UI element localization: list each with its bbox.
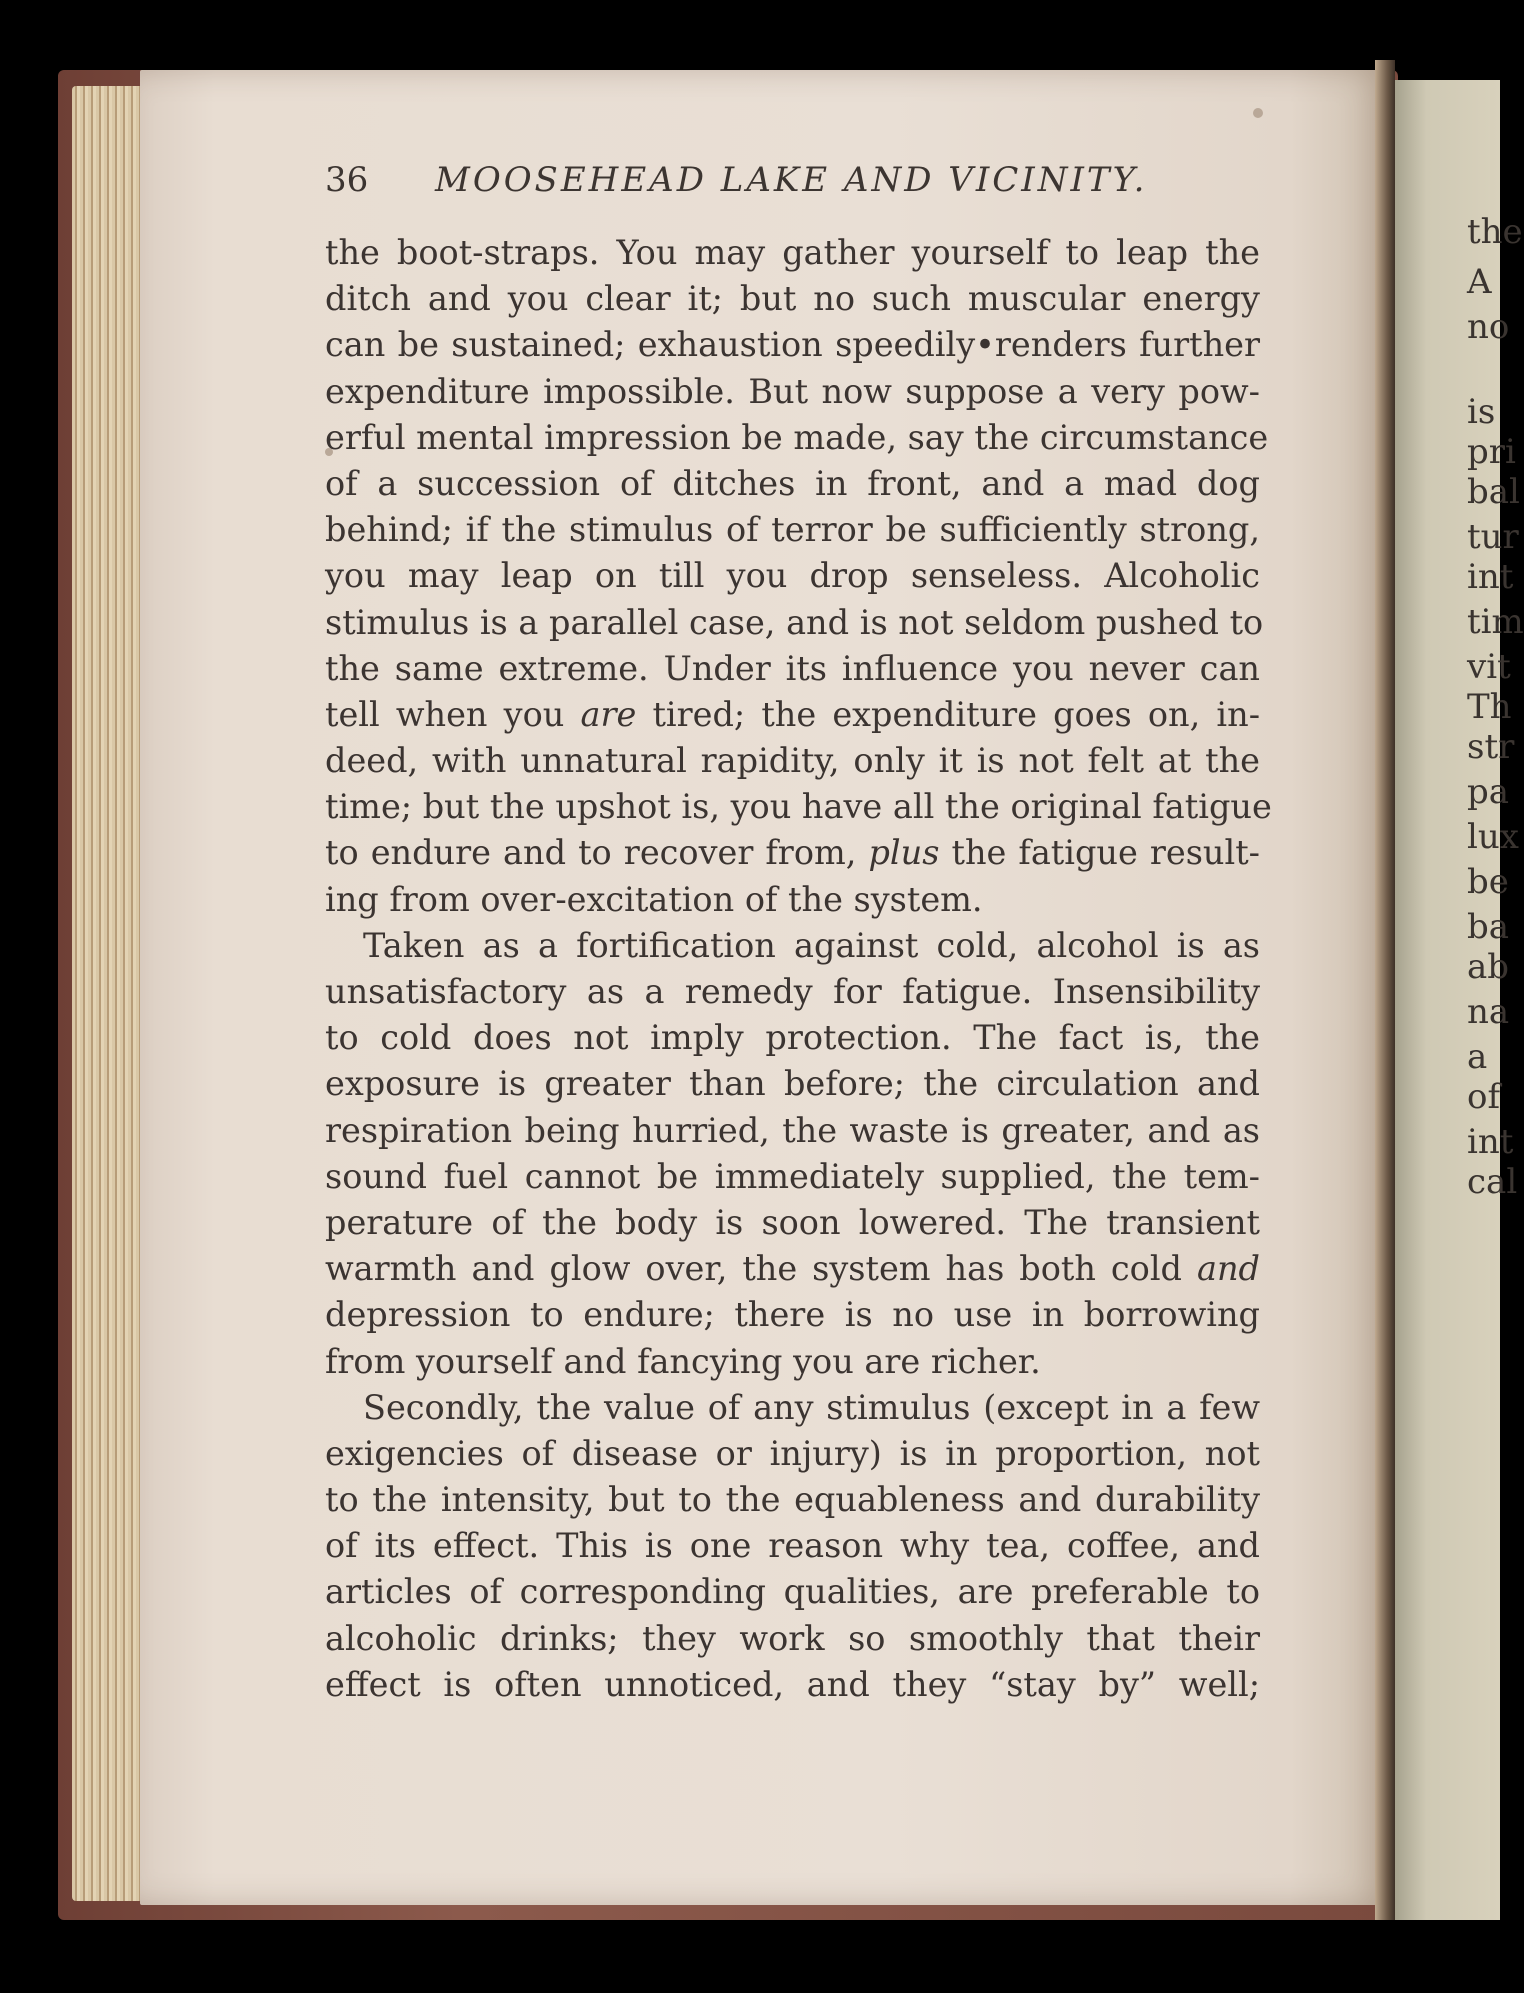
facing-page-fragment: is <box>1467 392 1496 432</box>
text-line: stimulus is a parallel case, and is not seldom pushed to <box>325 602 1264 642</box>
text-line: Taken as a fortification against cold, alcohol is as <box>363 925 1260 965</box>
text-line: time; but the upshot is, you have all the original fatigue <box>325 787 1272 827</box>
text-line: to cold does not imply protection. The fact is, the <box>325 1018 1260 1058</box>
text-line: tell when you are tired; the expenditure goes on, in- <box>325 694 1261 734</box>
facing-page-fragment: a <box>1467 1037 1488 1077</box>
facing-page <box>1395 80 1524 1920</box>
facing-page-fragment: tur <box>1467 517 1519 557</box>
text-line: ditch and you clear it; but no such muscular energy <box>325 279 1260 319</box>
facing-page-fragment: the <box>1467 212 1523 252</box>
facing-page-fragment: of <box>1467 1077 1501 1117</box>
text-line: respiration being hurried, the waste is greater, and as <box>325 1110 1260 1150</box>
text-line: the boot-straps. You may gather yourself to leap the <box>325 233 1260 272</box>
text-line: behind; if the stimulus of terror be sufficiently strong, <box>325 510 1260 550</box>
text-line: can be sustained; exhaustion speedily•renders further <box>325 325 1260 365</box>
text-line: the same extreme. Under its influence you never can <box>325 648 1260 688</box>
italic-word: plus <box>868 833 940 873</box>
text-line: perature of the body is soon lowered. The transient <box>325 1202 1260 1242</box>
text-line: of its effect. This is one reason why tea, coffee, and <box>325 1526 1260 1566</box>
facing-page-fragment: str <box>1467 727 1515 767</box>
text-line: ing from over-excitation of the system. <box>325 879 983 919</box>
facing-page-fragment: A <box>1467 262 1492 302</box>
facing-page-fragment: bal <box>1467 472 1520 512</box>
facing-page-fragment: ba <box>1467 907 1510 947</box>
text-line: Secondly, the value of any stimulus (except in a few <box>363 1387 1260 1427</box>
text-line: deed, with unnatural rapidity, only it is not felt at the <box>325 741 1260 781</box>
facing-page-fragment: int <box>1467 1122 1514 1162</box>
running-title: MOOSEHEAD LAKE AND VICINITY. <box>435 160 1148 200</box>
page-speck <box>1253 108 1263 118</box>
text-line: exigencies of disease or injury) is in proportion, not <box>325 1433 1260 1473</box>
facing-page-fragment: lux <box>1467 817 1519 857</box>
facing-page-fragment: no <box>1467 307 1510 347</box>
facing-page-fragment: pa <box>1467 772 1510 812</box>
body-text <box>325 230 1272 1708</box>
page-edges <box>72 86 142 1901</box>
text-line: you may leap on till you drop senseless. Alcoholic <box>325 556 1260 596</box>
facing-page-fragment: be <box>1467 862 1509 902</box>
text-line: to the intensity, but to the equableness and durability <box>325 1480 1260 1520</box>
text-line: articles of corresponding qualities, are preferable to <box>325 1572 1260 1612</box>
text-line: from yourself and fancying you are richer. <box>325 1341 1041 1381</box>
italic-word: are <box>580 694 637 734</box>
italic-word: and <box>1197 1249 1260 1289</box>
text-line: depression to endure; there is no use in borrowing <box>325 1295 1260 1335</box>
facing-page-fragment: vit <box>1467 647 1511 687</box>
facing-page-fragment: int <box>1467 557 1514 597</box>
facing-page-fragment: pri <box>1467 432 1516 472</box>
page-number: 36 <box>325 160 369 200</box>
text-line: to endure and to recover from, plus the fatigue result- <box>325 833 1260 873</box>
facing-page-fragment: tim <box>1467 602 1524 642</box>
text-line: warmth and glow over, the system has both cold and <box>325 1249 1260 1289</box>
text-line: expenditure impossible. But now suppose a very pow- <box>325 371 1260 411</box>
facing-page-fragment: Th <box>1467 687 1512 727</box>
text-line: effect is often unnoticed, and they “stay by” well; <box>325 1664 1260 1704</box>
facing-page-fragment: cal <box>1467 1162 1518 1202</box>
text-line: exposure is greater than before; the circulation and <box>325 1064 1260 1104</box>
text-line: of a succession of ditches in front, and a mad dog <box>325 463 1260 503</box>
text-line: unsatisfactory as a remedy for fatigue. Insensibility <box>325 972 1260 1011</box>
running-header <box>325 160 1260 210</box>
facing-page-fragment: na <box>1467 992 1510 1032</box>
facing-page-fragment: ab <box>1467 947 1510 987</box>
text-line: alcoholic drinks; they work so smoothly that their <box>325 1618 1260 1658</box>
text-line: erful mental impression be made, say the circumstance <box>325 417 1269 457</box>
book-gutter <box>1375 60 1395 1920</box>
text-line: sound fuel cannot be immediately supplied, the tem- <box>325 1156 1260 1196</box>
